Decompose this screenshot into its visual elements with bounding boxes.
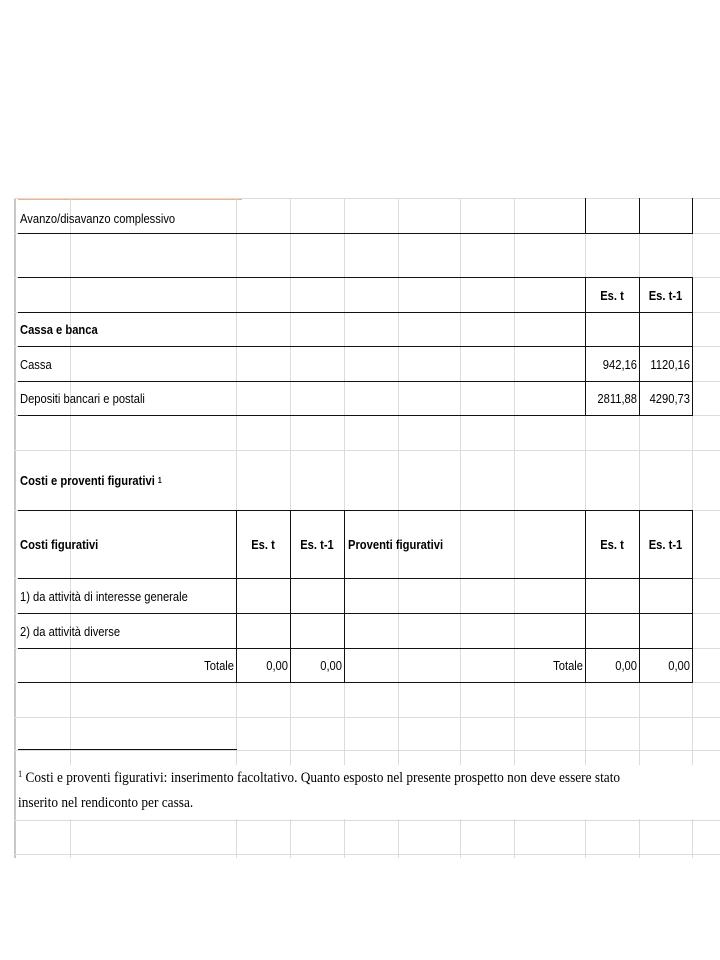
- footnote-mark: 1: [18, 769, 23, 779]
- border: [18, 415, 693, 416]
- proventi-totale-t1: 0,00: [668, 658, 690, 673]
- proventi-col-es-t1: Es. t-1: [648, 537, 683, 552]
- border: [344, 510, 345, 683]
- cassa-row-t: 942,16: [602, 356, 637, 372]
- costi-totale-label: Totale: [204, 658, 234, 673]
- footnote: [18, 762, 653, 816]
- costi-totale-t: 0,00: [266, 658, 288, 673]
- avanzo-label: Avanzo/disavanzo complessivo: [20, 210, 176, 226]
- depositi-row-t: 2811,88: [597, 391, 637, 406]
- border: [692, 198, 693, 234]
- footnote-text: Costi e proventi figurativi: inserimento facoltativo. Quanto esposto nel presente prospetto non deve essere stato inserito nel rendiconto per cassa.: [18, 770, 621, 811]
- grid-row-line: [14, 198, 720, 199]
- costi-figurativi-header: Costi figurativi: [20, 537, 99, 552]
- cassa-col-es-t: Es. t: [600, 287, 624, 303]
- border: [18, 233, 693, 234]
- spreadsheet-area: [14, 198, 720, 858]
- border: [639, 277, 640, 416]
- grid-col-line: [460, 198, 461, 858]
- border: [18, 682, 693, 683]
- grid-row-line: [14, 854, 720, 855]
- depositi-row-t1: 4290,73: [649, 391, 690, 406]
- proventi-figurativi-header: Proventi figurativi: [348, 537, 444, 552]
- sheet-left-edge: [14, 198, 16, 858]
- costi-col-es-t: Es. t: [251, 537, 275, 552]
- proventi-totale-label: Totale: [553, 658, 583, 673]
- costi-col-es-t1: Es. t-1: [300, 537, 334, 552]
- grid-row-line: [14, 750, 720, 751]
- proventi-totale-t: 0,00: [615, 658, 637, 673]
- cassa-row-label: Cassa: [20, 356, 52, 372]
- cassa-banca-title: Cassa e banca: [20, 322, 98, 337]
- depositi-row-label: Depositi bancari e postali: [20, 391, 145, 406]
- figurativi-title-text: Costi e proventi figurativi: [20, 472, 155, 488]
- border: [639, 198, 640, 234]
- border: [18, 312, 693, 313]
- border: [585, 198, 586, 234]
- border: [692, 277, 693, 416]
- grid-row-line: [14, 717, 720, 718]
- cassa-col-es-t1: Es. t-1: [648, 287, 683, 303]
- border: [639, 510, 640, 683]
- cassa-row-t1: 1120,16: [650, 356, 690, 372]
- figurativi-row-attivita-diverse: 2) da attività diverse: [20, 623, 121, 639]
- border: [290, 510, 291, 683]
- grid-row-line: [14, 450, 720, 451]
- border: [692, 510, 693, 683]
- grid-row-line: [14, 820, 720, 821]
- grid-col-line: [514, 198, 515, 858]
- figurativi-title: [20, 460, 162, 500]
- footnote-separator: [18, 749, 237, 750]
- proventi-col-es-t: Es. t: [600, 537, 624, 552]
- border: [585, 277, 586, 416]
- border: [236, 510, 237, 683]
- figurativi-title-note: 1: [157, 475, 162, 485]
- figurativi-row-interesse-generale: 1) da attività di interesse generale: [20, 588, 188, 604]
- costi-totale-t1: 0,00: [320, 658, 342, 673]
- border: [585, 510, 586, 683]
